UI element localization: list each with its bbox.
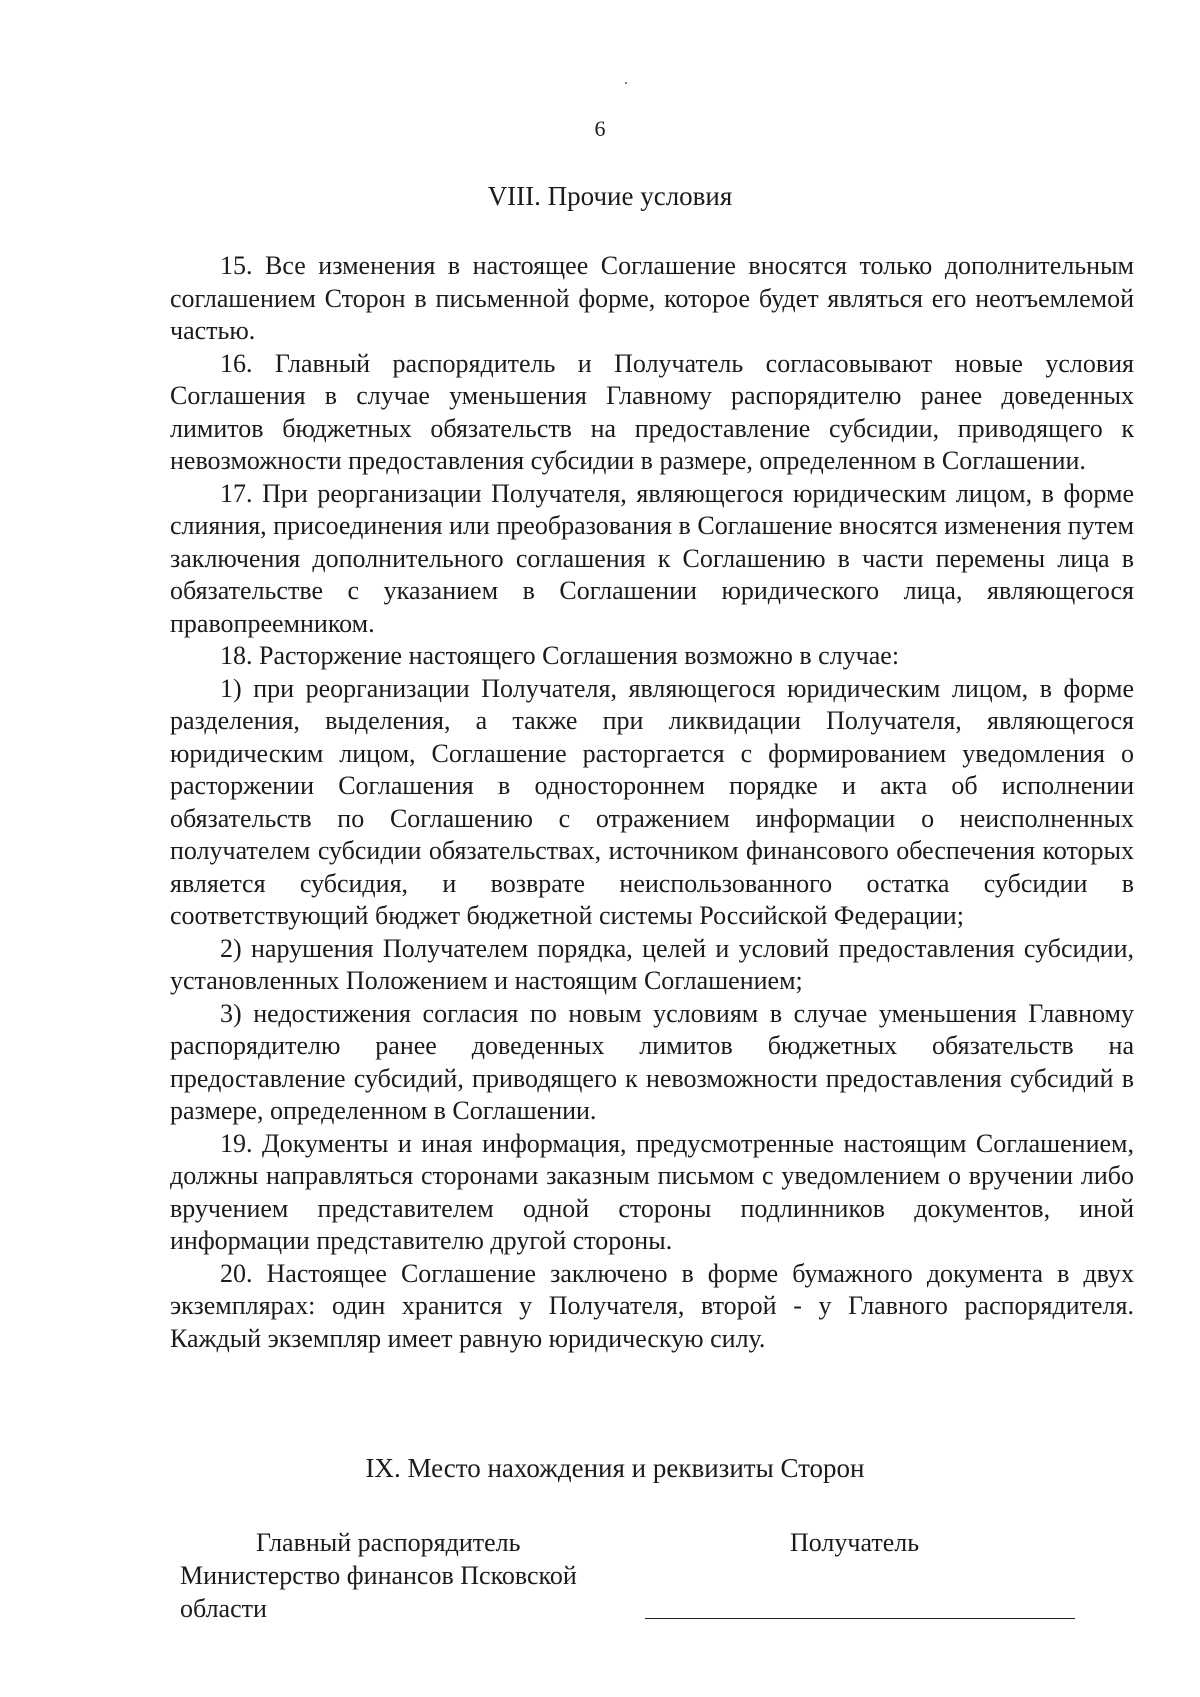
clause-18-item-2: 2) нарушения Получателем порядка, целей и условий предоставления субсидии, установленных Положением и настоящим Соглашением; xyxy=(170,933,1134,995)
clause-15: 15. Все изменения в настоящее Соглашение вносятся только дополнительным соглашением Сторон в письменной форме, которое будет являться его неотъемлемой частью. xyxy=(170,251,1134,345)
recipient-signature-line xyxy=(645,1618,1075,1619)
scan-speck xyxy=(625,82,627,84)
clause-16: 16. Главный распорядитель и Получатель согласовывают новые условия Соглашения в случае уменьшения Главному распорядителю ранее доведенных лимитов бюджетных обязательств на предоставление субсидии, приводящего к невозможности предоставления субсидии в размере, определенном в Соглашении. xyxy=(170,348,1134,475)
recipient-title: Получатель xyxy=(790,1528,920,1557)
clause-18-item-1: 1) при реорганизации Получателя, являющегося юридическим лицом, в форме разделения, выделения, а также при ликвидации Получателя, являющегося юридическим лицом, Соглашение расторгается с формированием уведомления о расторжении Соглашения в одностороннем порядке и акта об исполнении обязательств по Соглашению с отражением информации о неисполненных получателем субсидии обязательствах, источником финансового обеспечения которых является субсидия, и возврате неиспользованного остатка субсидии в соответствующий бюджет бюджетной системы Российской Федерации; xyxy=(170,673,1134,930)
clause-19: 19. Документы и иная информация, предусмотренные настоящим Соглашением, должны направляться сторонами заказным письмом с уведомлением о вручении либо вручением представителем одной стороны подлинников документов, иной информации представителю другой стороны. xyxy=(170,1128,1134,1255)
page-number: 6 xyxy=(594,116,606,141)
main-administrator-title: Главный распорядитель xyxy=(256,1528,521,1557)
section-8-heading: VIII. Прочие условия xyxy=(487,181,733,211)
section-9-heading: IX. Место нахождения и реквизиты Сторон xyxy=(365,1453,865,1483)
clause-18-item-3: 3) недостижения согласия по новым условиям в случае уменьшения Главному распорядителю ранее доведенных лимитов бюджетных обязательств на предоставление субсидий, приводящего к невозможности предоставления субсидий в размере, определенном в Соглашении. xyxy=(170,998,1134,1125)
recipient-block xyxy=(790,1526,1090,1559)
clause-20: 20. Настоящее Соглашение заключено в форме бумажного документа в двух экземплярах: один хранится у Получателя, второй - у Главного распорядителя. Каждый экземпляр имеет равную юридическую силу. xyxy=(170,1258,1134,1353)
main-administrator-name: Министерство финансов Псковской области xyxy=(180,1561,577,1623)
main-administrator-block xyxy=(180,1526,640,1625)
clause-17: 17. При реорганизации Получателя, являющегося юридическим лицом, в форме слияния, присоединения или преобразования в Соглашение вносятся изменения путем заключения дополнительного соглашения к Соглашению в части перемены лица в обязательстве с указанием в Соглашении юридического лица, являющегося правопреемником. xyxy=(170,478,1134,638)
section-8-body xyxy=(170,250,1134,1355)
clause-18: 18. Расторжение настоящего Соглашения возможно в случае: xyxy=(220,641,900,670)
